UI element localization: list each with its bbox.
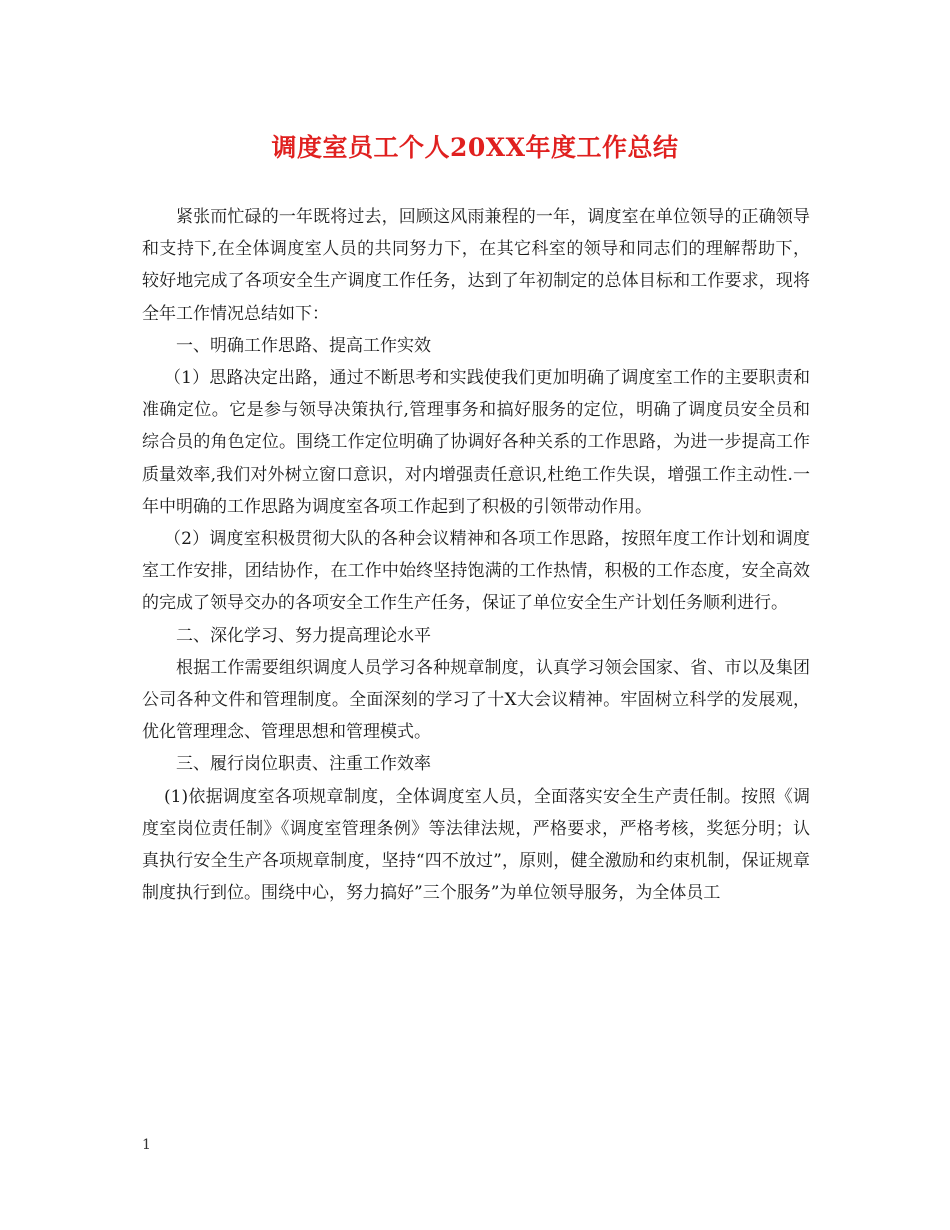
section-heading-1: 一、明确工作思路、提高工作实效 [176,335,431,356]
document-title: 调度室员工个人20XX年度工作总结 [271,133,679,162]
page-number: 1 [142,1137,151,1153]
paragraph-item-1: （1）思路决定出路，通过不断思考和实践使我们更加明确了调度室工作的主要职责和准确定位。它是参与领导决策执行,管理事务和搞好服务的定位，明确了调度员安全员和综合员的角色定位。围绕工作定位明确了协调好各种关系的工作思路，为进一步提高工作质量效率,我们对外树立窗口意识，对内增强责任意识,杜绝工作失误，增强工作主动性.一年中明确的工作思路为调度室各项工作起到了积极的引领带动作用。 [142,368,810,517]
intro-paragraph: 紧张而忙碌的一年既将过去，回顾这风雨兼程的一年，调度室在单位领导的正确领导和支持下,在全体调度室人员的共同努力下，在其它科室的领导和同志们的理解帮助下，较好地完成了各项安全生产调度工作任务，达到了年初制定的总体目标和工作要求，现将全年工作情况总结如下： [142,207,810,324]
paragraph-item-2: （2）调度室积极贯彻大队的各种会议精神和各项工作思路，按照年度工作计划和调度室工作安排，团结协作，在工作中始终坚持饱满的工作热情，积极的工作态度，安全高效的完成了领导交办的各项安全工作生产任务，保证了单位安全生产计划任务顺利进行。 [142,529,810,614]
section-heading-3: 三、履行岗位职责、注重工作效率 [176,754,431,775]
document-body [142,201,810,909]
study-paragraph: 根据工作需要组织调度人员学习各种规章制度，认真学习领会国家、省、市以及集团公司各种文件和管理制度。全面深刻的学习了十X大会议精神。牢固树立科学的发展观，优化管理理念、管理思想和管理模式。 [142,657,810,743]
paragraph-item-3: (1)依据调度室各项规章制度，全体调度室人员，全面落实安全生产责任制。按照《调度室岗位责任制》《调度室管理条例》等法律法规，严格要求，严格考核，奖惩分明；认真执行安全生产各项规章制度，坚持“四不放过”，原则，健全激励和约束机制，保证规章制度执行到位。围绕中心，努力搞好”三个服务”为单位领导服务，为全体员工 [142,786,810,904]
section-heading-2: 二、深化学习、努力提高理论水平 [176,625,431,646]
